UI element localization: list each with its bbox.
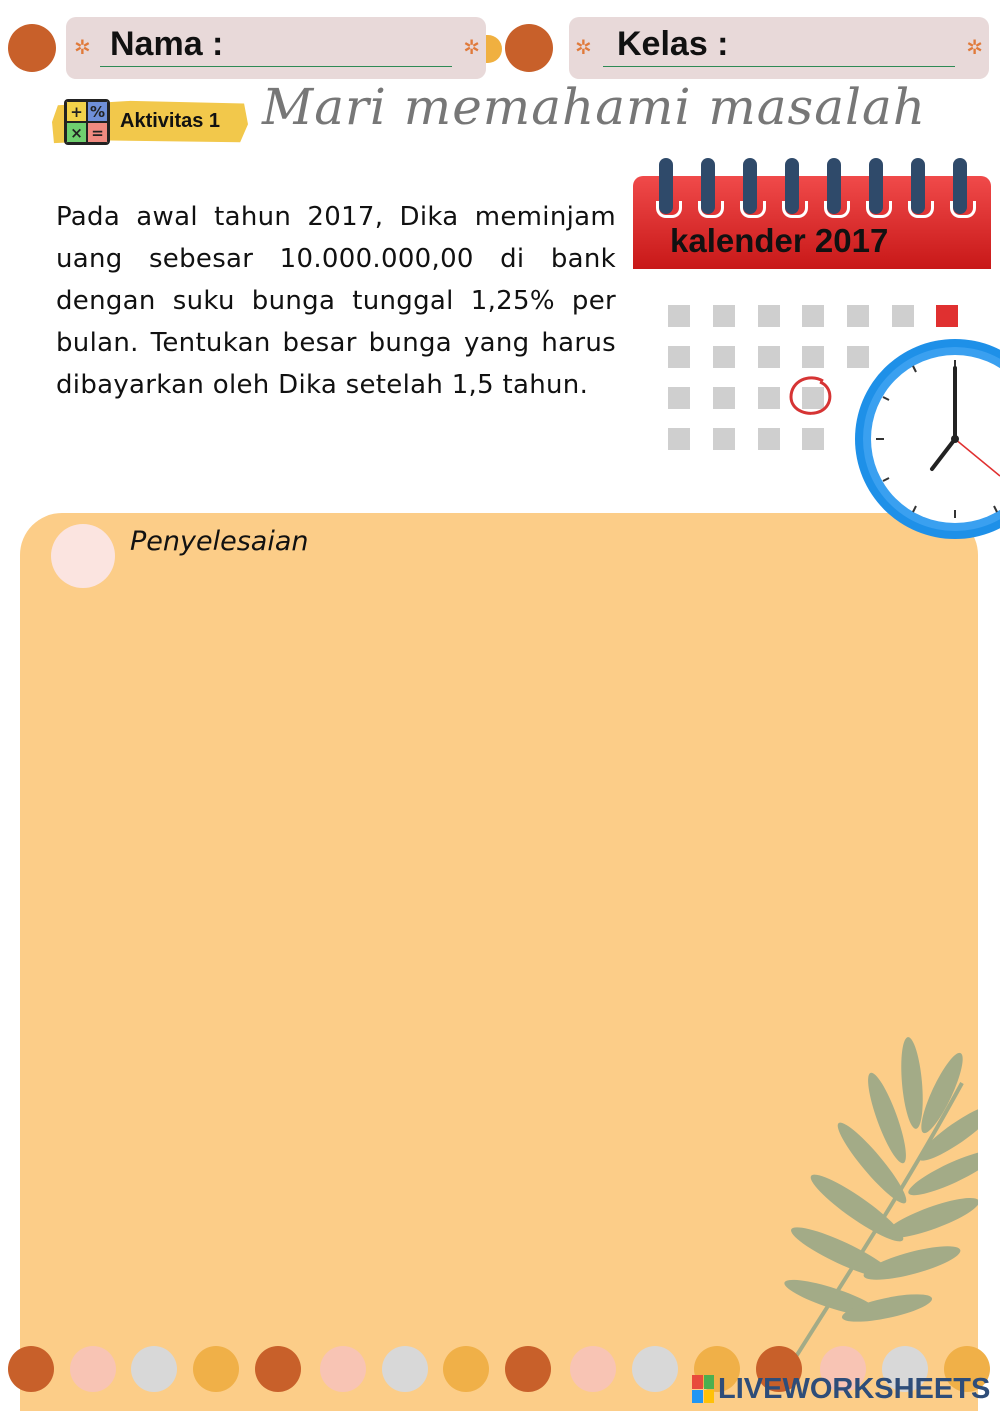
liveworksheets-logo[interactable]: [692, 1372, 990, 1406]
times-symbol: ×: [66, 122, 87, 143]
footer-dot: [505, 1346, 551, 1392]
footer-dot: [443, 1346, 489, 1392]
calendar-circle-mark-icon: [787, 373, 837, 419]
calendar-ring-icon: [911, 158, 925, 214]
calendar-day: [668, 428, 690, 450]
problem-text: Pada awal tahun 2017, Dika meminjam uang sebesar 10.000.000,00 di bank dengan suku bunga tunggal 1,25% per bulan. Tentukan besar bunga yang harus dibayarkan oleh Dika setelah 1,5 tahun.: [56, 202, 616, 400]
footer-dot: [8, 1346, 54, 1392]
logo-text: LIVEWORKSHEETS: [718, 1372, 991, 1405]
footer-dot: [193, 1346, 239, 1392]
calendar-title: kalender 2017: [670, 222, 889, 259]
class-label: Kelas :: [617, 25, 729, 63]
calendar-day: [847, 305, 869, 327]
decor-half-dot: [486, 35, 502, 63]
calendar-day: [758, 387, 780, 409]
calendar-ring-icon: [785, 158, 799, 214]
calendar-day: [713, 346, 735, 368]
decor-dot-left: [8, 24, 56, 72]
calendar-ring-icon: [743, 158, 757, 214]
footer-dot: [70, 1346, 116, 1392]
name-field-box: [66, 17, 486, 79]
footer-dot: [255, 1346, 301, 1392]
calendar-day: [802, 305, 824, 327]
decor-dot-middle: [505, 24, 553, 72]
activity-badge-label: Aktivitas 1: [120, 110, 221, 132]
footer-dot: [632, 1346, 678, 1392]
calendar-ring-icon: [659, 158, 673, 214]
solution-area[interactable]: [20, 513, 978, 1411]
calendar-day: [758, 346, 780, 368]
calendar-day: [668, 387, 690, 409]
calendar-ring-icon: [869, 158, 883, 214]
leaf-icon: [762, 1023, 978, 1373]
footer-dot: [320, 1346, 366, 1392]
clock-icon: [850, 336, 1000, 542]
calendar-ring-icon: [827, 158, 841, 214]
liveworksheets-logo-icon: [692, 1375, 714, 1403]
name-label: Nama :: [110, 25, 224, 63]
calendar-ring-icon: [953, 158, 967, 214]
calendar-day: [713, 305, 735, 327]
calendar-day: [668, 305, 690, 327]
calendar-day: [802, 346, 824, 368]
class-field-box: [569, 17, 989, 79]
calendar-day: [758, 428, 780, 450]
percent-symbol: %: [87, 101, 108, 122]
plus-symbol: +: [66, 101, 87, 122]
calendar-day-highlight: [936, 305, 958, 327]
calendar-day: [758, 305, 780, 327]
calendar-day: [802, 428, 824, 450]
solution-decor-dot: [51, 524, 115, 588]
class-input-line[interactable]: [603, 66, 955, 67]
calendar-day: [668, 346, 690, 368]
calendar-ring-icon: [701, 158, 715, 214]
footer-dot: [382, 1346, 428, 1392]
footer-dot: [131, 1346, 177, 1392]
calendar-day: [713, 428, 735, 450]
sparkle-icon: ✲: [966, 35, 983, 59]
equals-symbol: =: [87, 122, 108, 143]
solution-label: Penyelesaian: [130, 526, 309, 557]
sparkle-icon: ✲: [74, 35, 91, 59]
sparkle-icon: ✲: [575, 35, 592, 59]
footer-dot: [570, 1346, 616, 1392]
calculator-icon: [64, 99, 110, 145]
activity-title: Mari memahami masalah: [262, 78, 927, 136]
calendar-day: [713, 387, 735, 409]
sparkle-icon: ✲: [463, 35, 480, 59]
calendar-day: [892, 305, 914, 327]
name-input-line[interactable]: [100, 66, 452, 67]
